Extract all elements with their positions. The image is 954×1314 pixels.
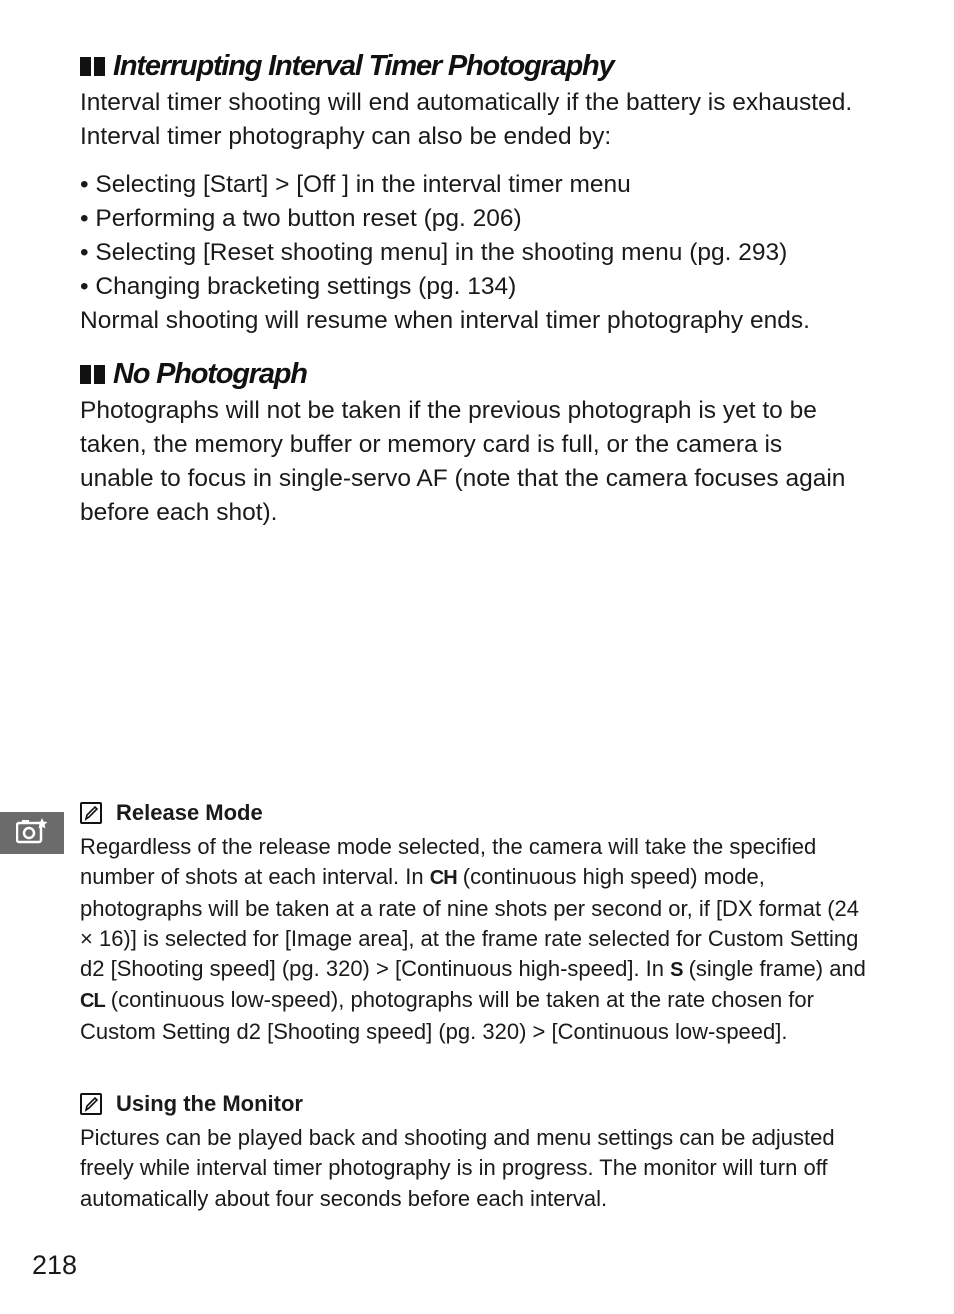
continuous-low-mode-glyph: CL — [80, 990, 105, 1013]
section-heading-no-photograph — [80, 354, 860, 394]
section-heading-text: No Photograph — [113, 358, 307, 390]
note-body — [80, 832, 870, 1047]
list-item: • Selecting [Start] > [Off ] in the interval timer menu — [80, 171, 631, 198]
side-tab — [0, 812, 64, 854]
list-item: • Performing a two button reset (pg. 206) — [80, 205, 522, 232]
note-text-segment: (continuous high speed) mode, photographs will be taken at a rate of nine shots per second or, if [DX format (24 × 16)] is selected for [Image area], at the frame rate selected for Custom Setting d2 [Shooting speed] (pg. 320) > [Continuous high-speed]. In — [80, 864, 859, 982]
section-heading-text: Interrupting Interval Timer Photography — [113, 50, 614, 82]
section-heading-interrupting — [80, 46, 860, 86]
list-item: • Selecting [Reset shooting menu] in the shooting menu (pg. 293) — [80, 239, 788, 266]
pencil-icon — [80, 802, 102, 824]
no-photograph-paragraph: Photographs will not be taken if the previous photograph is yet to be taken, the memory buffer or memory card is full, or the camera is unable to focus in single-servo AF (note that the camera focuses again before each shot). — [80, 397, 846, 526]
page-number: 218 — [32, 1250, 78, 1280]
note-text-segment: (single frame) and — [682, 956, 866, 982]
double-bar-mark-icon — [80, 57, 105, 76]
continuous-high-mode-glyph: CH — [429, 867, 457, 890]
outro-paragraph: Normal shooting will resume when interval timer photography ends. — [80, 307, 810, 334]
page-content — [80, 46, 860, 530]
pencil-icon — [80, 1093, 102, 1115]
intro-paragraph: Interval timer shooting will end automatically if the battery is exhausted. Interval timer photography can also be ended by: — [80, 89, 853, 150]
camera-star-icon — [16, 817, 48, 850]
note-title: Using the Monitor — [116, 1091, 303, 1116]
double-bar-mark-icon — [80, 365, 105, 384]
list-item: • Changing bracketing settings (pg. 134) — [80, 273, 517, 300]
note-using-monitor — [80, 1089, 870, 1214]
single-frame-mode-glyph: S — [670, 959, 683, 982]
note-text-segment: Regardless of the release mode selected, the camera will take the specified number of shots at each interval. In — [80, 834, 817, 890]
note-body: Pictures can be played back and shooting and menu settings can be adjusted freely while interval timer photography is in progress. The monitor will turn off automatically about four seconds before each interval. — [80, 1125, 835, 1211]
bullet-list — [80, 168, 860, 304]
note-title: Release Mode — [116, 800, 263, 825]
note-text-segment: (continuous low-speed), photographs will be taken at the rate chosen for Custom Setting d2 [Shooting speed] (pg. 320) > [Continuous low-speed]. — [80, 987, 814, 1044]
note-release-mode — [80, 798, 870, 1047]
